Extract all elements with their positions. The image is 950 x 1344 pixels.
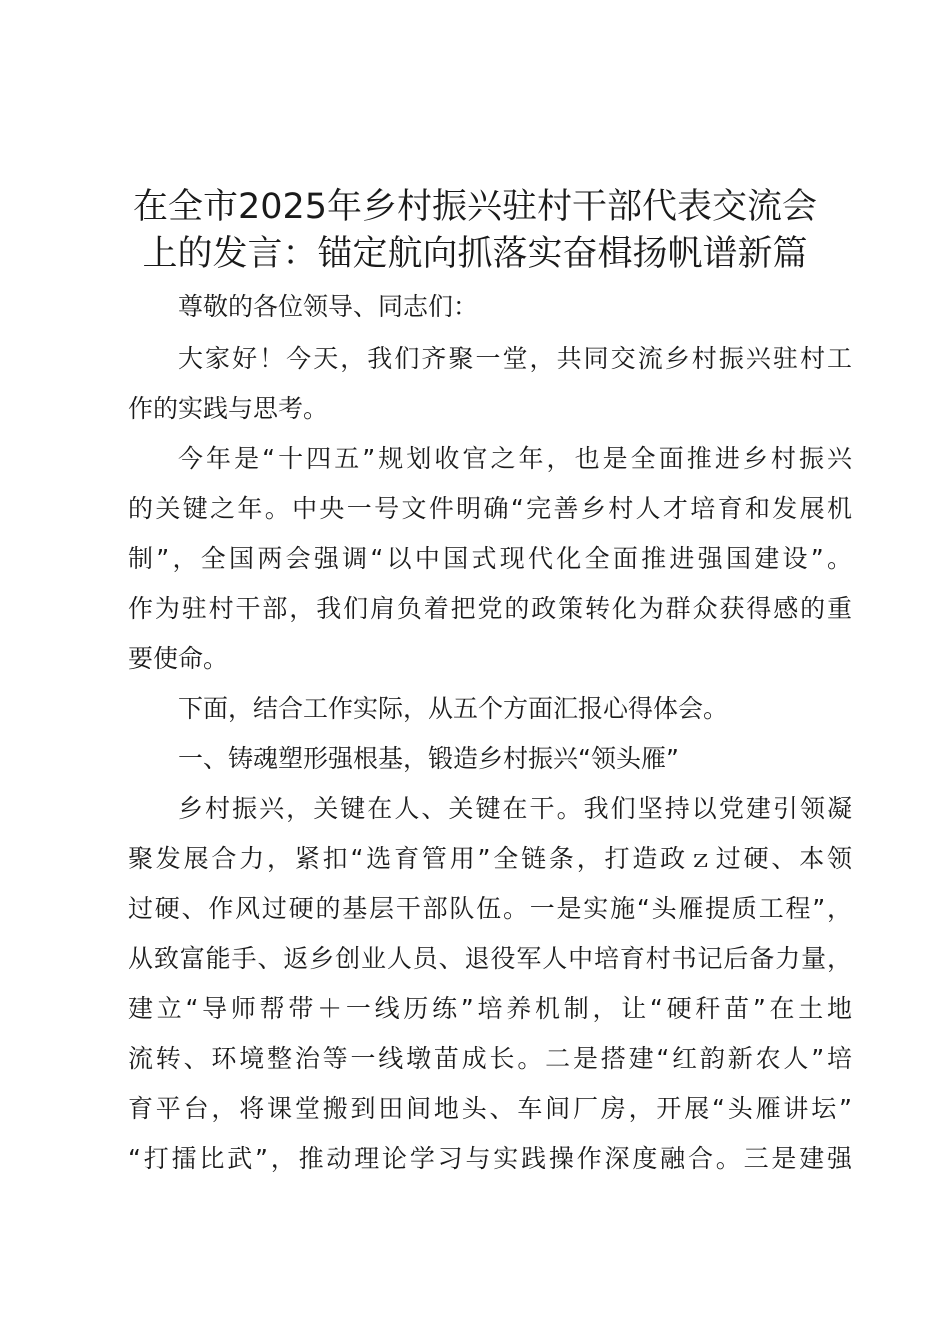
paragraph-line: 作为驻村干部，我们肩负着把党的政策转化为群众获得感的重 [128,594,852,623]
paragraph-line: “打擂比武”，推动理论学习与实践操作深度融合。三是建强 [128,1144,852,1173]
paragraph-line: 制”，全国两会强调“以中国式现代化全面推进强国建设”。 [128,544,852,573]
paragraph-line: 大家好！今天，我们齐聚一堂，共同交流乡村振兴驻村工 [178,344,852,373]
paragraph-line: 今年是“十四五”规划收官之年，也是全面推进乡村振兴 [178,444,852,473]
salutation: 尊敬的各位领导、同志们： [178,292,479,321]
document-title [110,184,840,278]
paragraph-line: 从致富能手、返乡创业人员、退役军人中培育村书记后备力量， [128,944,852,973]
paragraph-line: 下面，结合工作实际，从五个方面汇报心得体会。 [178,694,729,723]
paragraph-line: 聚发展合力，紧扣“选育管用”全链条，打造政ｚ过硬、本领 [128,844,852,873]
paragraph-line: 建立“导师帮带＋一线历练”培养机制，让“硬秆苗”在土地 [128,994,852,1023]
paragraph-line: 乡村振兴，关键在人、关键在干。我们坚持以党建引领凝 [178,794,852,823]
title-line-2: 上的发言：锚定航向抓落实奋楫扬帆谱新篇 [142,234,808,274]
paragraph-line: 作的实践与思考。 [128,394,329,423]
document-body [128,282,858,1184]
paragraph-line: 要使命。 [128,644,229,673]
title-line-1: 在全市2025年乡村振兴驻村干部代表交流会 [132,187,818,227]
paragraph-line: 育平台，将课堂搬到田间地头、车间厂房，开展“头雁讲坛” [128,1094,852,1123]
paragraph-line: 流转、环境整治等一线墩苗成长。二是搭建“红韵新农人”培 [128,1044,852,1073]
section-heading: 一、铸魂塑形强根基，锻造乡村振兴“领头雁” [178,744,679,773]
paragraph-line: 的关键之年。中央一号文件明确“完善乡村人才培育和发展机 [128,494,852,523]
paragraph-line: 过硬、作风过硬的基层干部队伍。一是实施“头雁提质工程”， [128,894,852,923]
